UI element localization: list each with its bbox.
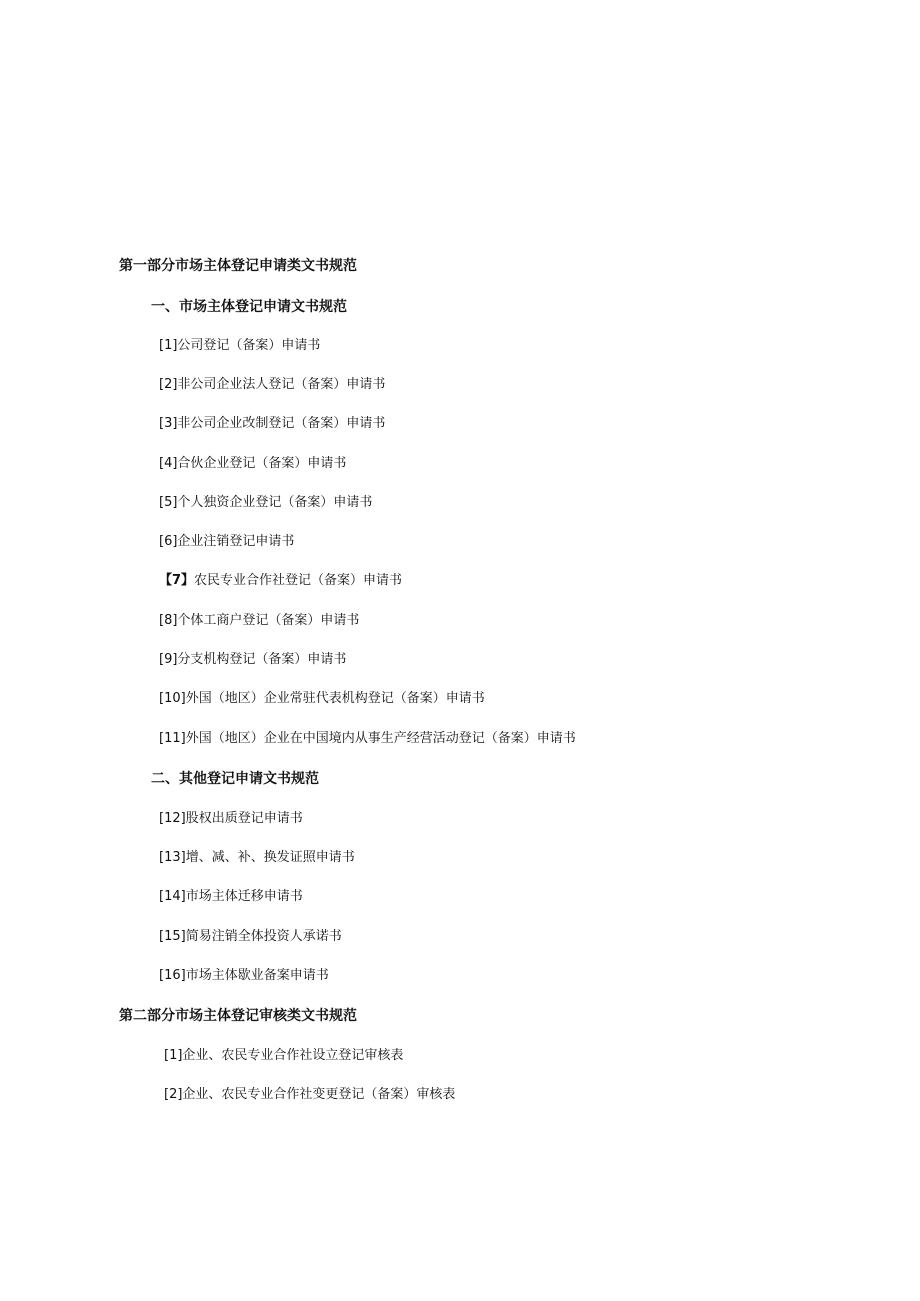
item-text: 外国（地区）企业在中国境内从事生产经营活动登记（备案）申请书: [185, 731, 576, 746]
section2-title: 二、其他登记申请文书规范: [151, 771, 319, 787]
list-item: [159, 651, 346, 669]
list-item: [159, 572, 402, 590]
item-number: [9]: [159, 652, 178, 667]
list-item: [164, 1047, 403, 1065]
item-text: 企业、农民专业合作社变更登记（备案）审核表: [182, 1087, 456, 1102]
item-number: [13]: [159, 850, 186, 865]
item-text: 市场主体歇业备案申请书: [185, 968, 329, 983]
list-item: [159, 533, 294, 551]
list-item: [159, 376, 385, 394]
list-item: [159, 928, 342, 946]
list-item: [159, 967, 329, 985]
item-number: [6]: [159, 534, 178, 549]
list-item: [159, 888, 303, 906]
list-item: [159, 810, 303, 828]
part1-title: 第一部分市场主体登记申请类文书规范: [119, 258, 357, 274]
item-number: 【7】: [159, 573, 195, 588]
list-item: [159, 849, 355, 867]
list-item: [164, 1086, 455, 1104]
item-number: [12]: [159, 811, 186, 826]
item-number: [2]: [164, 1087, 183, 1102]
item-number: [4]: [159, 456, 178, 471]
item-number: [8]: [159, 613, 178, 628]
item-text: 股权出质登记申请书: [185, 811, 303, 826]
list-item: [159, 455, 346, 473]
item-text: 增、减、补、换发证照申请书: [185, 850, 355, 865]
item-text: 个人独资企业登记（备案）申请书: [177, 495, 373, 510]
item-number: [2]: [159, 377, 178, 392]
list-item: [159, 415, 385, 433]
item-number: [14]: [159, 889, 186, 904]
item-text: 市场主体迁移申请书: [185, 889, 303, 904]
item-text: 个体工商户登记（备案）申请书: [177, 613, 360, 628]
item-text: 农民专业合作社登记（备案）申请书: [194, 573, 403, 588]
section1-title: 一、市场主体登记申请文书规范: [151, 299, 347, 315]
list-item: [159, 612, 359, 630]
item-number: [3]: [159, 416, 178, 431]
list-item: [159, 690, 485, 708]
list-item: [159, 494, 372, 512]
item-text: 非公司企业改制登记（备案）申请书: [177, 416, 386, 431]
item-text: 企业注销登记申请书: [177, 534, 295, 549]
item-number: [11]: [159, 731, 186, 746]
list-item: [159, 337, 320, 355]
item-text: 分支机构登记（备案）申请书: [177, 652, 347, 667]
item-number: [16]: [159, 968, 186, 983]
item-text: 简易注销全体投资人承诺书: [185, 929, 342, 944]
item-text: 非公司企业法人登记（备案）申请书: [177, 377, 386, 392]
item-text: 公司登记（备案）申请书: [177, 338, 321, 353]
list-item: [159, 730, 576, 748]
item-number: [1]: [164, 1048, 183, 1063]
item-text: 合伙企业登记（备案）申请书: [177, 456, 347, 471]
item-number: [15]: [159, 929, 186, 944]
item-text: 企业、农民专业合作社设立登记审核表: [182, 1048, 404, 1063]
item-number: [5]: [159, 495, 178, 510]
part2-title: 第二部分市场主体登记审核类文书规范: [119, 1008, 357, 1024]
item-number: [10]: [159, 691, 186, 706]
item-text: 外国（地区）企业常驻代表机构登记（备案）申请书: [185, 691, 485, 706]
item-number: [1]: [159, 338, 178, 353]
